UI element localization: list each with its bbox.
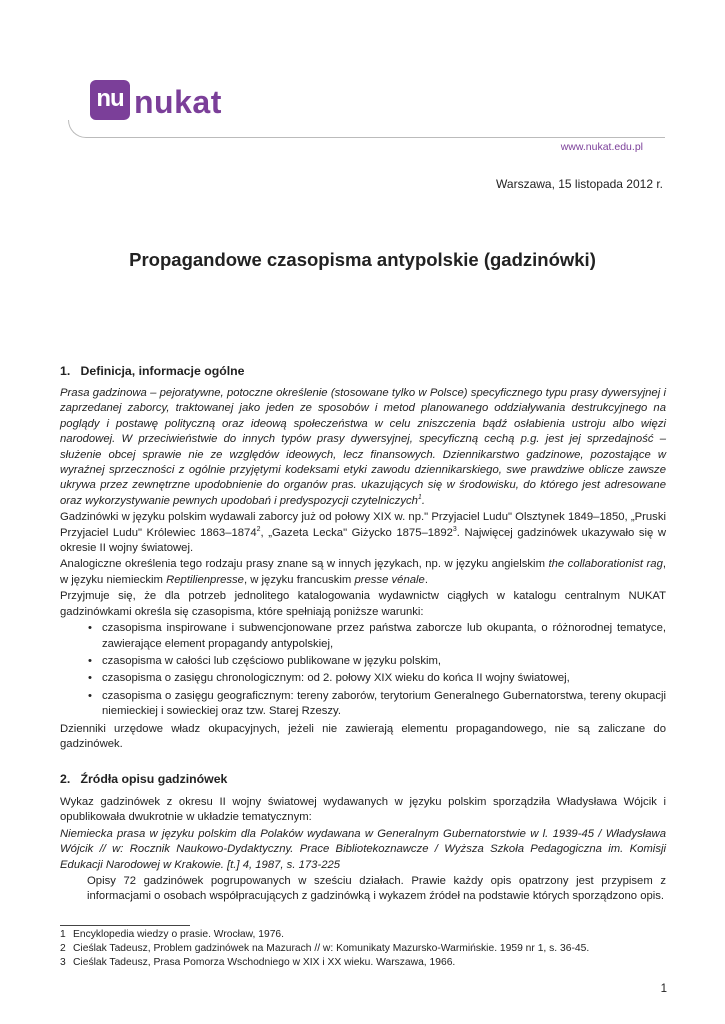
footnote	[60, 928, 666, 942]
section-2-heading: 2. Źródła opisu gadzinówek	[60, 772, 228, 786]
official-journals-paragraph: Dzienniki urzędowe władz okupacyjnych, jeżeli nie zawierają elementu propagandowego, nie są zaliczane do gadzinówek.	[60, 722, 666, 750]
footnote-text: Encyklopedia wiedzy o prasie. Wrocław, 1976.	[73, 929, 285, 940]
bullet-icon: •	[88, 689, 92, 702]
history-paragraph	[60, 510, 666, 556]
nukat-logo-text: nukat	[134, 84, 222, 120]
bullet-icon: •	[88, 672, 92, 685]
list-item	[88, 689, 666, 720]
history-text-c: . Najwięcej gadzinówek ukazywało się w okresie II wojny światowej.	[60, 526, 666, 555]
footnote	[60, 942, 666, 956]
list-item	[88, 671, 666, 686]
footnote-text: Cieślak Tadeusz, Problem gadzinówek na Mazurach // w: Komunikaty Mazursko-Warmińskie. 1959 nr 1, s. 36-45.	[73, 943, 590, 954]
langs-text-c: , w języku francuskim	[243, 573, 355, 586]
term-german: Reptilienpresse	[166, 573, 244, 586]
footnote-text: Cieślak Tadeusz, Prasa Pomorza Wschodniego w XIX i XX wieku. Warszawa, 1966.	[73, 957, 456, 968]
page-number: 1	[660, 983, 667, 995]
term-english: the collaborationist rag	[548, 558, 663, 571]
footnotes	[60, 928, 666, 970]
document-title: Propagandowe czasopisma antypolskie (gadzinówki)	[129, 249, 596, 270]
bullet-icon: •	[88, 622, 92, 635]
footnote	[60, 956, 666, 970]
sources-intro-paragraph: Wykaz gadzinówek z okresu II wojny światowej wydawanych w języku polskim sporządziła Władysława Wójcik i opublikowała dwukrotnie w układzie tematycznym:	[60, 796, 666, 824]
list-item-text: czasopisma inspirowane i subwencjonowane przez państwa zaborcze lub okupanta, o różnorodnej tematyce, zawierające element propagandy antypolskiej,	[102, 622, 666, 650]
list-item-text: czasopisma o zasięgu geograficznym: tereny zaborów, terytorium Generalnego Gubernatorstwa, tereny okupacji niemieckiej i sowieckiej oraz tzw. Starej Rzeszy.	[102, 689, 666, 718]
section-2-body	[60, 795, 666, 906]
list-item-text: czasopisma w całości lub częściowo publikowane w języku polskim,	[102, 654, 442, 667]
site-url-link[interactable]: www.nukat.edu.pl	[560, 141, 643, 153]
nukat-logo-mark: nu	[90, 80, 130, 120]
list-item	[88, 621, 666, 652]
history-text-b: , „Gazeta Lecka" Giżycko 1875–1892	[260, 526, 453, 539]
header-divider	[68, 120, 665, 138]
criteria-list	[60, 621, 666, 719]
definition-paragraph: Prasa gadzinowa – pejoratywne, potoczne określenie (stosowane tylko w Polsce) specyficznego typu prasy dywersyjnej i zaprzedanej zaborcy, traktowanej jako jeden ze sposobów i metod planowanego oddziaływania destrukcyjnego na poglądy i postawę polityczną oraz ideową społeczeństwa w celu zniszczenia bądź osłabienia ustroju albo więzi narodowej. W przeciwieństwie do innych typów prasy dywersyjnej, specyficzną cechą p.g. jest jej sprzedajność – służenie obcej sprawie nie ze względów ideowych, lecz finansowych. Dziennikarstwo gadzinowe, pozostające w wyraźnej sprzeczności z ogólnie przyjętymi kodeksami etyki zawodu dziennikarskiego, swe prawdziwe oblicze zawsze ukrywa przez zewnętrzne upodobnienie do organów pras. ukazujących się w środowisku, do którego jest adresowane oraz wykorzystywanie pewnych upodobań i predyspozycji czytelniczych$^1$.	[60, 387, 666, 507]
section-1-body	[60, 386, 666, 753]
citation-annotation: Opisy 72 gadzinówek pogrupowanych w sześciu działach. Prawie każdy opis opatrzony jest przypisem z informacjami o osobach współpracujących z gadzinówką i wykazem źródeł na podstawie których sporządzono opis.	[87, 875, 666, 903]
list-item-text: czasopisma o zasięgu chronologicznym: od 2. połowy XIX wieku do końca II wojny światowej,	[102, 672, 570, 685]
document-date: Warszawa, 15 listopada 2012 r.	[496, 177, 663, 191]
section-1-heading: 1. Definicja, informacje ogólne	[60, 364, 245, 378]
footnote-ref-2[interactable]: 2	[256, 525, 261, 533]
definition-text: Prasa gadzinowa – pejoratywne, potoczne określenie (stosowane tylko w Polsce) specyficznego typu prasy dywersyjnej i zaprzedanej zaborcy, traktowanej jako jeden ze sposobów i metod planowanego oddziaływania destrukcyjnego na poglądy i postawę polityczną oraz ideową społeczeństwa w celu zniszczenia bądź osłabienia ustroju albo więzi narodowej. W przeciwieństwie do innych typów prasy dywersyjnej, specyficzną cechą p.g. jest jej sprzedajność – służenie obcej sprawie nie ze względów ideowych, lecz finansowych. Dziennikarstwo gadzinowe, pozostające w wyraźnej sprzeczności z ogólnie przyjętymi kodeksami etyki zawodu dziennikarskiego, swe prawdziwe oblicze zawsze ukrywa przez zewnętrzne upodobnienie do organów pras. ukazujących się w środowisku, do którego jest adresowane oraz wykorzystywanie pewnych upodobań i predyspozycji czytelniczych	[60, 387, 666, 507]
list-item	[88, 654, 666, 669]
footnote-number: 3	[60, 957, 66, 968]
footnote-divider	[60, 925, 190, 926]
langs-text-b: , w języku niemieckim	[60, 558, 666, 586]
term-french: presse vénale	[354, 573, 425, 586]
criteria-intro-paragraph: Przyjmuje się, że dla potrzeb jednolitego katalogowania wydawnictw ciągłych w katalogu centralnym NUKAT gadzinówkami określa się czasopisma, które spełniają poniższe warunki:	[60, 590, 666, 618]
footnote-ref-3[interactable]: 3	[452, 525, 457, 533]
history-text-a: Gadzinówki w języku polskim wydawali zaborcy już od połowy XIX w. np." Przyjaciel Ludu" Olsztynek 1849–1850, „Pruski Przyjaciel Ludu" Królewiec 1863–1874	[60, 511, 666, 539]
bibliographic-citation: Niemiecka prasa w języku polskim dla Polaków wydawana w Generalnym Gubernatorstwie w l. 1939-45 / Władysława Wójcik // w: Rocznik Naukowo-Dydaktyczny. Prace Bibliotekoznawcze / Wyższa Szkoła Pedagogiczna im. Komisji Edukacji Narodowej w Krakowie. [t.] 4, 1987, s. 173-225	[60, 827, 666, 871]
footnote-number: 2	[60, 943, 66, 954]
langs-text-a: Analogiczne określenia tego rodzaju prasy znane są w innych językach, np. w języku angielskim	[60, 558, 549, 571]
footnote-ref-1[interactable]: 1	[417, 494, 422, 502]
bullet-icon: •	[88, 654, 92, 667]
footnote-number: 1	[60, 929, 66, 940]
langs-text-d: .	[424, 573, 428, 586]
other-languages-paragraph	[60, 557, 666, 588]
